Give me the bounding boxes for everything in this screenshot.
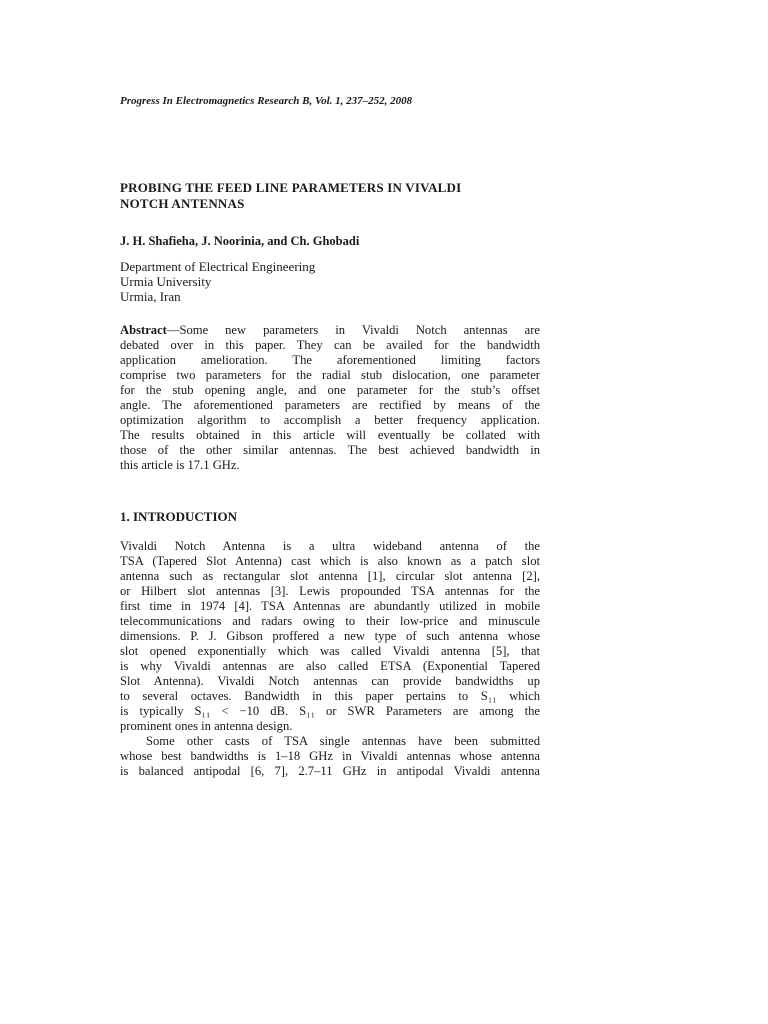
paper-title <box>120 180 540 212</box>
abstract-line: optimization algorithm to accomplish a better frequency application. <box>120 413 540 427</box>
author-list: J. H. Shafieha, J. Noorinia, and Ch. Ghobadi <box>120 234 360 248</box>
title-line-1: PROBING THE FEED LINE PARAMETERS IN VIVALDI <box>120 180 462 195</box>
journal-citation: Progress In Electromagnetics Research B, Vol. 1, 237–252, 2008 <box>120 95 413 107</box>
abstract-line: comprise two parameters for the radial stub dislocation, one parameter <box>120 368 540 382</box>
abstract-line: The results obtained in this article will eventually be collated with <box>120 428 540 442</box>
intro-line: Slot Antenna). Vivaldi Notch antennas can provide bandwidths up <box>120 674 540 688</box>
intro-line: Vivaldi Notch Antenna is a ultra wideband antenna of the <box>120 539 540 553</box>
intro-line: to several octaves. Bandwidth in this paper pertains to S₁₁ which <box>120 689 540 703</box>
section-heading-introduction: 1. INTRODUCTION <box>120 509 238 524</box>
intro-line: or Hilbert slot antennas [3]. Lewis propounded TSA antennas for the <box>120 584 540 598</box>
abstract-line: Abstract—Some new parameters in Vivaldi Notch antennas are <box>120 323 540 337</box>
affiliation-line-3: Urmia, Iran <box>120 289 181 304</box>
abstract-line: for the stub opening angle, and one parameter for the stub’s offset <box>120 383 540 397</box>
abstract <box>120 323 540 473</box>
affiliation <box>120 259 540 304</box>
abstract-line: debated over in this paper. They can be availed for the bandwidth <box>120 338 540 352</box>
intro-line: Some other casts of TSA single antennas have been submitted <box>146 734 540 748</box>
intro-line: is typically S₁₁ < −10 dB. S₁₁ or SWR Parameters are among the <box>120 704 540 718</box>
abstract-line: application amelioration. The aforementioned limiting factors <box>120 353 540 367</box>
intro-line: is balanced antipodal [6, 7], 2.7–11 GHz in antipodal Vivaldi antenna <box>120 764 540 778</box>
intro-line: antenna such as rectangular slot antenna [1], circular slot antenna [2], <box>120 569 540 583</box>
intro-line: is why Vivaldi antennas are also called ETSA (Exponential Tapered <box>120 659 540 673</box>
abstract-line: angle. The aforementioned parameters are rectified by means of the <box>120 398 540 412</box>
intro-line: whose best bandwidths is 1–18 GHz in Vivaldi antennas whose antenna <box>120 749 540 763</box>
introduction-body <box>120 539 540 779</box>
intro-line: first time in 1974 [4]. TSA Antennas are abundantly utilized in mobile <box>120 599 540 613</box>
intro-line: slot opened exponentially which was called Vivaldi antenna [5], that <box>120 644 540 658</box>
intro-line: dimensions. P. J. Gibson proffered a new type of such antenna whose <box>120 629 540 643</box>
intro-line: prominent ones in antenna design. <box>120 719 293 733</box>
intro-line: telecommunications and radars owing to their low-price and minuscule <box>120 614 540 628</box>
abstract-line: those of the other similar antennas. The best achieved bandwidth in <box>120 443 540 457</box>
abstract-line: this article is 17.1 GHz. <box>120 458 240 472</box>
affiliation-line-2: Urmia University <box>120 274 212 289</box>
affiliation-line-1: Department of Electrical Engineering <box>120 259 316 274</box>
title-line-2: NOTCH ANTENNAS <box>120 196 245 211</box>
abstract-label: Abstract <box>120 323 167 337</box>
intro-line: TSA (Tapered Slot Antenna) cast which is also known as a patch slot <box>120 554 540 568</box>
